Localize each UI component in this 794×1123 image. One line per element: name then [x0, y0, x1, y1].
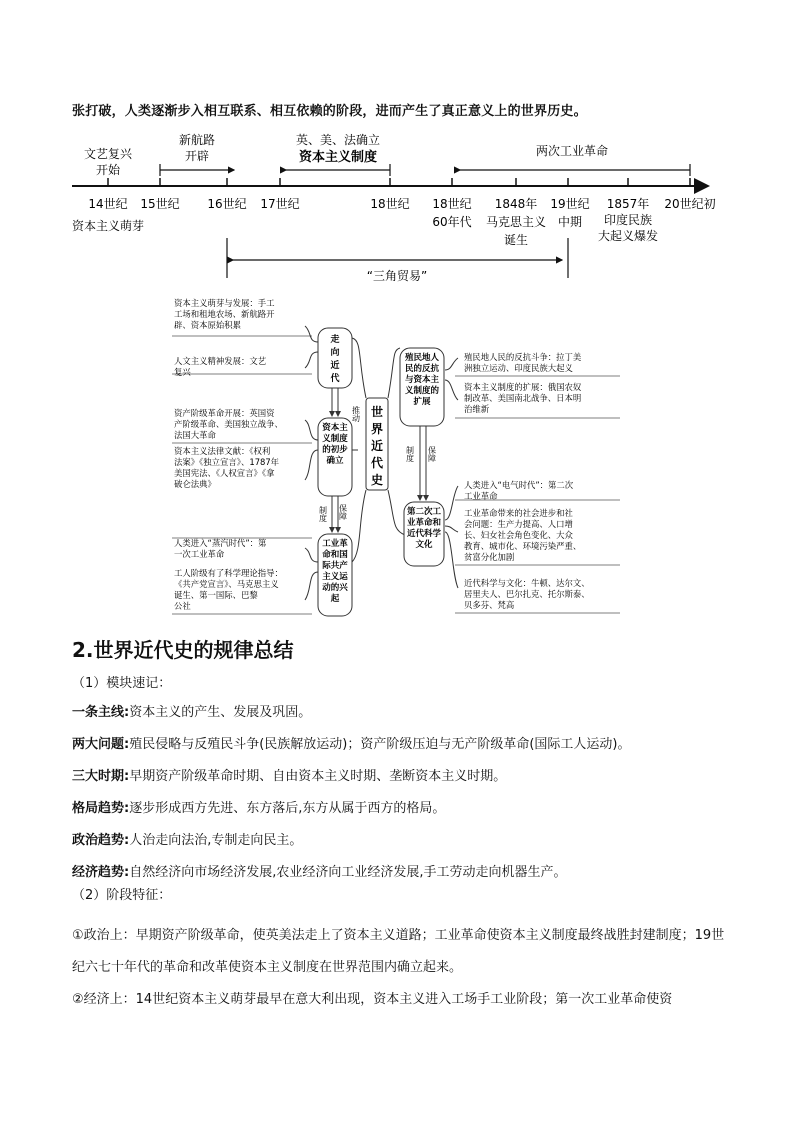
paragraph-economy: ②经济上：14世纪资本主义萌芽最早在意大利出现，资本主义进入工场手工业阶段；第一次工业革命使资: [72, 992, 673, 1007]
right-note-line: 贫富分化加剧: [464, 552, 515, 562]
tick-1848-2: 马克思主义: [485, 215, 547, 229]
summary-item-text: 早期资产阶级革命时期、自由资本主义时期、垄断资本主义时期。: [129, 769, 507, 784]
tick-1857-2: 印度民族: [603, 213, 653, 227]
summary-item: [72, 831, 732, 851]
left-note-line: 一次工业革命: [174, 549, 225, 559]
box-industrial-communist-text-line: 命和国: [322, 550, 348, 560]
box-colonies-text-line: 殖民地人: [404, 353, 440, 363]
label-triangle-trade: “三角贸易”: [366, 269, 428, 283]
tick-c14: 14世纪: [88, 197, 128, 211]
box-industrial-communist-text-line: 起: [330, 594, 340, 604]
box-capitalism-establish-text-line: 确立: [326, 456, 344, 466]
center-title-line: 界: [370, 422, 384, 436]
right-note-line: 居里夫人、巴尔扎克、托尔斯泰、: [464, 589, 590, 599]
right-note-line: 会问题：生产力提高、人口增: [464, 519, 573, 529]
tick-c19-2: 中期: [557, 215, 583, 229]
box-capitalism-establish-text-line: 资本主: [322, 423, 348, 433]
left-note-line: 美国宪法、《人权宣言》《拿: [174, 468, 275, 478]
right-note-line: 资本主义制度的扩展：俄国农奴: [464, 382, 582, 392]
subheading-1: （1）模块速记：: [72, 676, 172, 691]
box-second-industrial-text-line: 近代科学: [406, 529, 442, 539]
left-note-line: 产阶级革命、美国独立战争、: [174, 419, 283, 429]
right-note-line: 近代科学与文化：牛顿、达尔文、: [464, 578, 590, 588]
summary-item-label: 格局趋势:: [72, 801, 130, 816]
box-second-industrial-text-line: 文化: [415, 540, 433, 550]
box-modern-start-text-line: 向: [330, 348, 340, 358]
box-capitalism-establish-text-line: 义制度: [322, 434, 348, 444]
tick-1848-3: 诞生: [503, 233, 529, 247]
tick-c19-1: 19世纪: [550, 197, 590, 211]
right-note-line: 制改革、美国南北战争、日本明: [464, 393, 582, 403]
summary-item-text: 逐步形成西方先进、东方落后,东方从属于西方的格局。: [129, 801, 446, 816]
label-renaissance-2: 开始: [95, 163, 121, 177]
summary-item-label: 三大时期:: [72, 769, 130, 784]
left-note-line: 《共产党宣言》、马克思主义: [174, 579, 279, 589]
tick-1857-1: 1857年: [606, 197, 650, 211]
right-note-line: 工业革命: [464, 491, 498, 501]
box-colonies-text-line: 民的反抗: [404, 364, 440, 374]
tick-c17: 17世纪: [260, 197, 300, 211]
left-note-line: 辟、资本原始积累: [174, 320, 241, 330]
left-note-line: 法案》《独立宣言》、1787年: [174, 457, 280, 467]
left-note-line: 资产阶级革命开展：英国资: [174, 408, 275, 418]
intro-text: 张打破，人类逐渐步入相互联系、相互依赖的阶段，进而产生了真正意义上的世界历史。: [72, 104, 587, 119]
label-voyage-2: 开辟: [184, 149, 210, 163]
left-note-line: 人文主义精神发展：文艺: [174, 356, 267, 366]
tick-c16: 16世纪: [207, 197, 247, 211]
left-note-line: 法国大革命: [174, 430, 216, 440]
paragraph-politics: ①政治上：早期资产阶级革命，使英美法走上了资本主义道路；工业革命使资本主义制度最终战胜封建制度；19世纪六七十年代的革命和改革使资本主义制度在世界范围内确立起来。: [72, 928, 725, 975]
left-note-line: 诞生、第一国际、巴黎: [174, 590, 258, 600]
center-title-line: 史: [370, 473, 384, 487]
left-note-line: 破仑法典》: [174, 479, 216, 489]
box-modern-start-text-line: 代: [330, 374, 340, 384]
summary-item: [72, 799, 732, 819]
left-note-line: 人类进入“蒸汽时代”：第: [174, 538, 267, 548]
summary-item-label: 一条主线:: [72, 705, 130, 720]
box-second-industrial-text-line: 第二次工: [406, 507, 442, 517]
summary-item: [72, 863, 732, 883]
box-colonies-text-line: 扩展: [413, 397, 431, 407]
left-note-line: 复兴: [174, 367, 191, 377]
right-note-line: 人类进入“电气时代”：第二次: [464, 480, 574, 490]
arrow-push-label: 推动: [351, 406, 361, 422]
timeline: [0, 120, 794, 290]
box-colonies-text-line: 义制度的: [404, 386, 440, 396]
label-renaissance-1: 文艺复兴: [83, 147, 133, 161]
tick-c18-60s-2: 60年代: [432, 215, 472, 229]
center-title-line: 代: [370, 456, 384, 470]
left-note-line: 资本主义萌芽与发展：手工: [174, 298, 275, 308]
box-industrial-communist-text-line: 动的兴: [322, 583, 348, 593]
summary-item-label: 经济趋势:: [72, 865, 130, 880]
right-note-line: 贝多芬、梵高: [464, 600, 515, 610]
label-capitalism-2: 资本主义制度: [298, 150, 378, 165]
summary-item-label: 两大问题:: [72, 737, 130, 752]
box-industrial-communist-text-line: 际共产: [322, 561, 348, 571]
left-note-line: 工人阶级有了科学理论指导：: [174, 568, 283, 578]
tick-c14-sub: 资本主义萌芽: [71, 219, 145, 233]
tick-1857-3: 大起义爆发: [597, 229, 659, 243]
arrow-guarantee-label-1: 保障: [338, 504, 348, 520]
center-title-line: 世: [370, 405, 384, 419]
box-modern-start-text-line: 近: [330, 361, 340, 371]
summary-item: [72, 735, 732, 755]
box-second-industrial-text-line: 业革命和: [406, 518, 442, 528]
subheading-2: （2）阶段特征：: [72, 888, 172, 903]
label-voyage-1: 新航路: [178, 133, 216, 147]
tick-c18: 18世纪: [370, 197, 410, 211]
section-title: 2.世界近代史的规律总结: [72, 638, 294, 662]
left-note-line: 工场和租地农场、新航路开: [174, 309, 275, 319]
label-capitalism-1: 英、美、法确立: [295, 133, 381, 147]
center-title-line: 近: [370, 439, 384, 453]
right-note-line: 工业革命带来的社会进步和社: [464, 508, 573, 518]
tick-c20: 20世纪初: [664, 197, 716, 211]
box-colonies-text-line: 与资本主: [404, 375, 440, 385]
left-note-line: 公社: [174, 601, 191, 611]
summary-item: [72, 767, 732, 787]
right-note-line: 洲独立运动、印度民族大起义: [464, 363, 573, 373]
right-note-line: 殖民地人民的反抗斗争：拉丁美: [464, 352, 582, 362]
label-industrial: 两次工业革命: [535, 144, 609, 158]
right-note-line: 治维新: [464, 404, 490, 414]
arrow-system-label-2: 制度: [405, 446, 415, 462]
summary-item: [72, 703, 732, 723]
mindmap: [0, 290, 794, 630]
right-note-line: 教育、城市化、环境污染严重、: [464, 541, 582, 551]
box-industrial-communist-text-line: 主义运: [322, 572, 348, 582]
box-industrial-communist-text-line: 工业革: [322, 539, 348, 549]
arrow-system-label-1: 制度: [318, 506, 328, 522]
summary-item-label: 政治趋势:: [72, 833, 130, 848]
summary-item-text: 资本主义的产生、发展及巩固。: [129, 705, 312, 720]
tick-1848-1: 1848年: [494, 197, 538, 211]
box-modern-start-text-line: 走: [330, 335, 340, 345]
summary-item-text: 自然经济向市场经济发展,农业经济向工业经济发展,手工劳动走向机器生产。: [129, 865, 567, 880]
box-capitalism-establish-text-line: 的初步: [322, 445, 348, 455]
tick-c18-60s-1: 18世纪: [432, 197, 472, 211]
arrow-guarantee-label-2: 保障: [427, 446, 437, 462]
summary-item-text: 殖民侵略与反殖民斗争(民族解放运动)；资产阶级压迫与无产阶级革命(国际工人运动)。: [129, 737, 631, 752]
tick-c15: 15世纪: [140, 197, 180, 211]
summary-item-text: 人治走向法治,专制走向民主。: [129, 833, 303, 848]
right-note-line: 长、妇女社会角色变化、大众: [464, 530, 573, 540]
left-note-line: 资本主义法律文献：《权利: [174, 446, 271, 456]
